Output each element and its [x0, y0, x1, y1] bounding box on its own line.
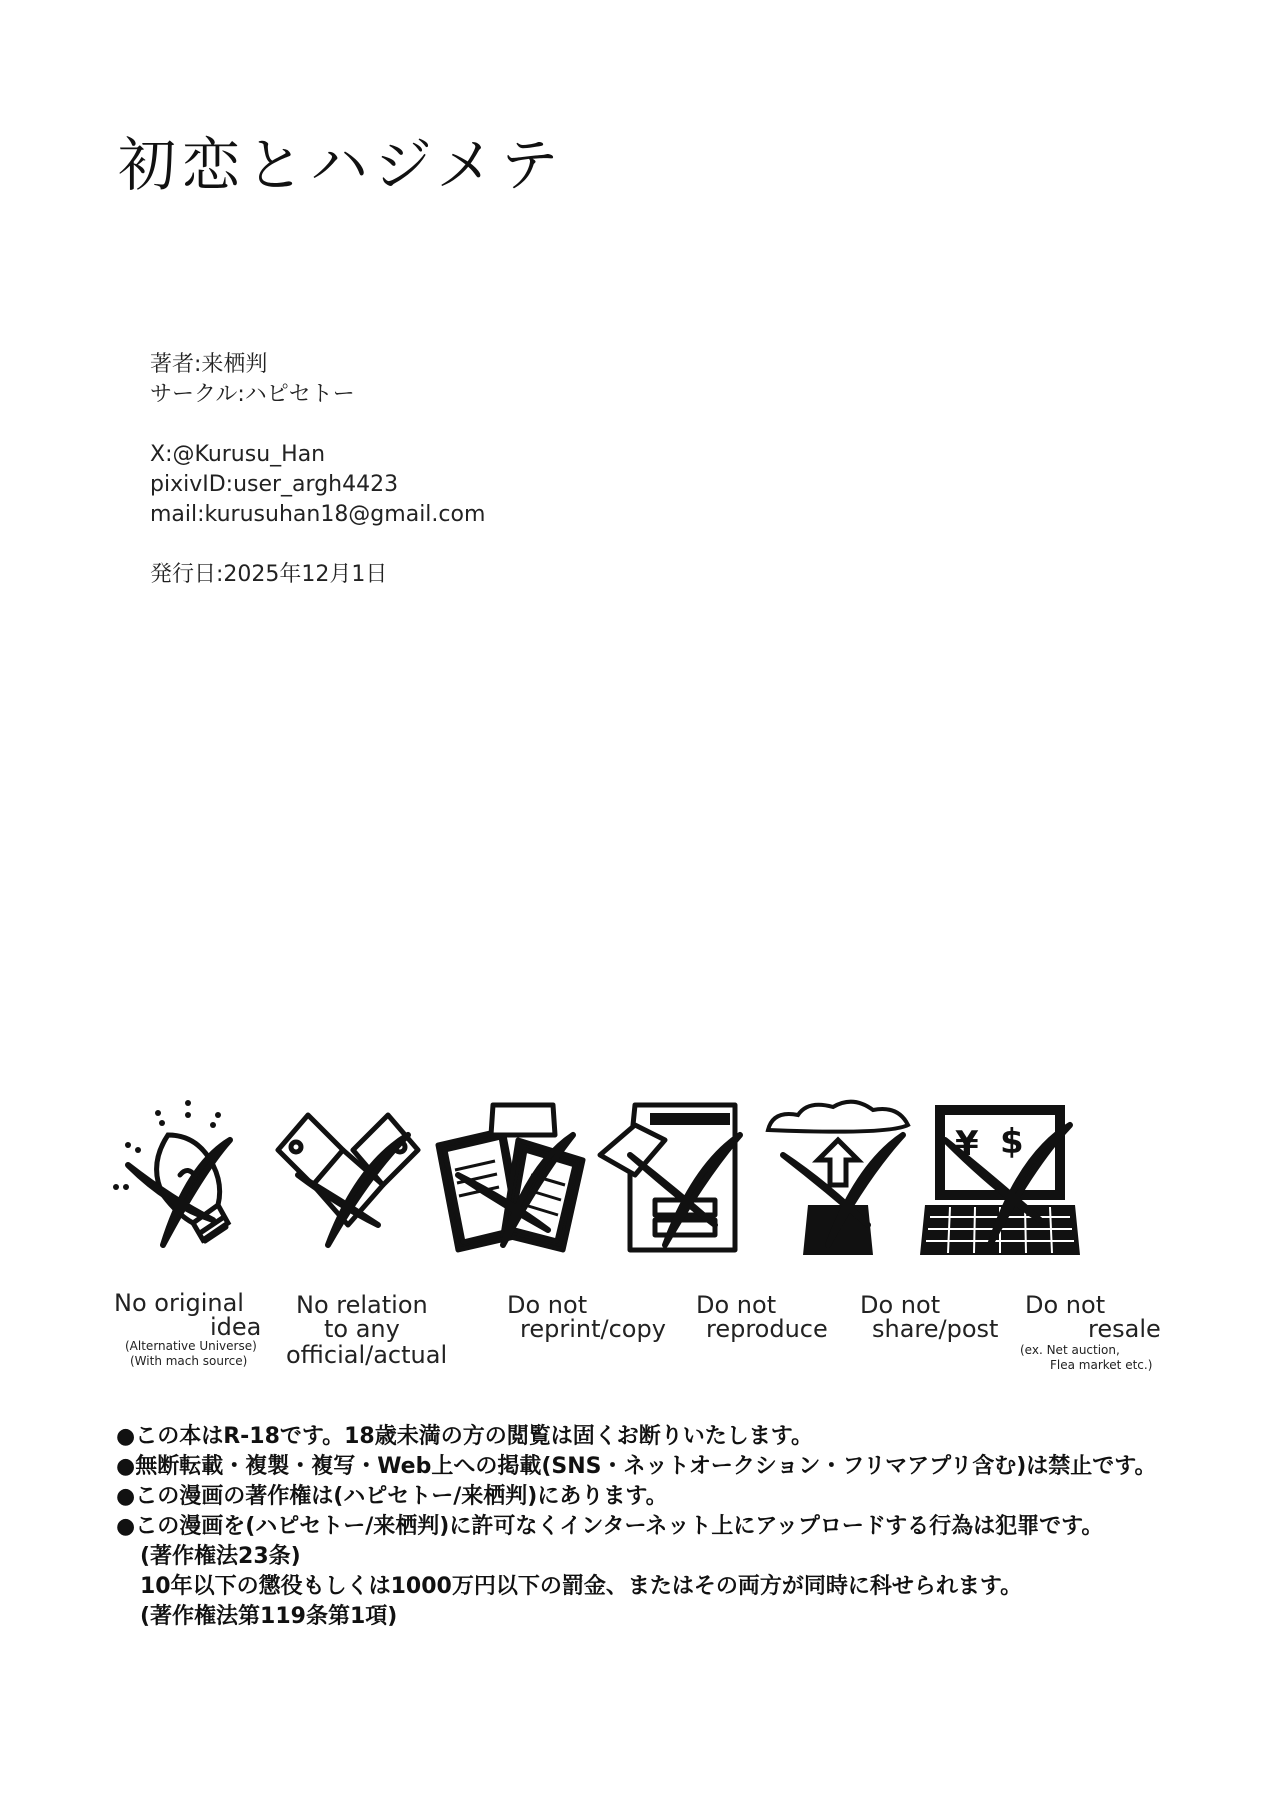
notice-line: ●この漫画を(ハピセトー/来栖判)に許可なくインターネット上にアップロードする行為は犯罪です。	[116, 1514, 1104, 1539]
caption-share-l1: Do not	[860, 1291, 941, 1319]
copier-icon	[595, 1095, 755, 1265]
caption-reprint-l1: Do not	[507, 1291, 588, 1319]
caption-resale-small2: Flea market etc.)	[1050, 1358, 1153, 1372]
caption-reproduce-l2: reproduce	[706, 1315, 828, 1343]
caption-original-small1: (Alternative Universe)	[125, 1339, 257, 1353]
handshake-icon	[268, 1095, 428, 1265]
notice-line: ●無断転載・複製・複写・Web上への掲載(SNS・ネットオークション・フリマアプリ含む)は禁止です。	[116, 1454, 1157, 1479]
notice-line: ●この本はR-18です。18歳未満の方の閲覧は固くお断りいたします。	[116, 1424, 813, 1449]
svg-text:¥: ¥	[955, 1124, 979, 1164]
caption-resale-l2: resale	[1088, 1315, 1161, 1343]
author-line: 著者:来栖判	[150, 352, 268, 377]
caption-resale-l1: Do not	[1025, 1291, 1106, 1319]
caption-share-l2: share/post	[872, 1315, 999, 1343]
laptop-money-icon	[920, 1095, 1080, 1265]
notice-line: ●この漫画の著作権は(ハピセトー/来栖判)にあります。	[116, 1484, 668, 1509]
notice-line: (著作権法第119条第1項)	[140, 1604, 398, 1629]
svg-text:$: $	[1000, 1122, 1024, 1162]
publish-date: 発行日:2025年12月1日	[150, 562, 388, 587]
caption-original-l1: No original	[114, 1289, 244, 1317]
caption-original-small2: (With mach source)	[130, 1354, 248, 1368]
caption-original-l2: idea	[210, 1313, 262, 1341]
mail-address: mail:kurusuhan18@gmail.com	[150, 502, 486, 527]
caption-relation-l3: official/actual	[286, 1341, 448, 1369]
notice-line: 10年以下の懲役もしくは1000万円以下の罰金、またはその両方が同時に科せられます。	[140, 1574, 1023, 1599]
caption-relation-l2: to any	[324, 1315, 400, 1343]
caption-reprint-l2: reprint/copy	[520, 1315, 666, 1343]
notice-line: (著作権法23条)	[140, 1544, 301, 1569]
caption-relation-l1: No relation	[296, 1291, 428, 1319]
x-handle: X:@Kurusu_Han	[150, 442, 326, 467]
caption-reproduce-l1: Do not	[696, 1291, 777, 1319]
circle-line: サークル:ハピセトー	[150, 382, 355, 407]
prohibition-icons	[108, 1095, 1178, 1375]
cloud-upload-icon	[758, 1095, 918, 1265]
author-info	[150, 350, 355, 410]
page-title: 初恋とハジメテ	[118, 131, 565, 199]
documents-icon	[433, 1095, 593, 1265]
legal-notice	[116, 1422, 1246, 1632]
lightbulb-icon	[108, 1095, 268, 1265]
contact-info	[150, 440, 485, 530]
pixiv-id: pixivID:user_argh4423	[150, 472, 399, 497]
caption-resale-small1: (ex. Net auction,	[1020, 1343, 1120, 1357]
